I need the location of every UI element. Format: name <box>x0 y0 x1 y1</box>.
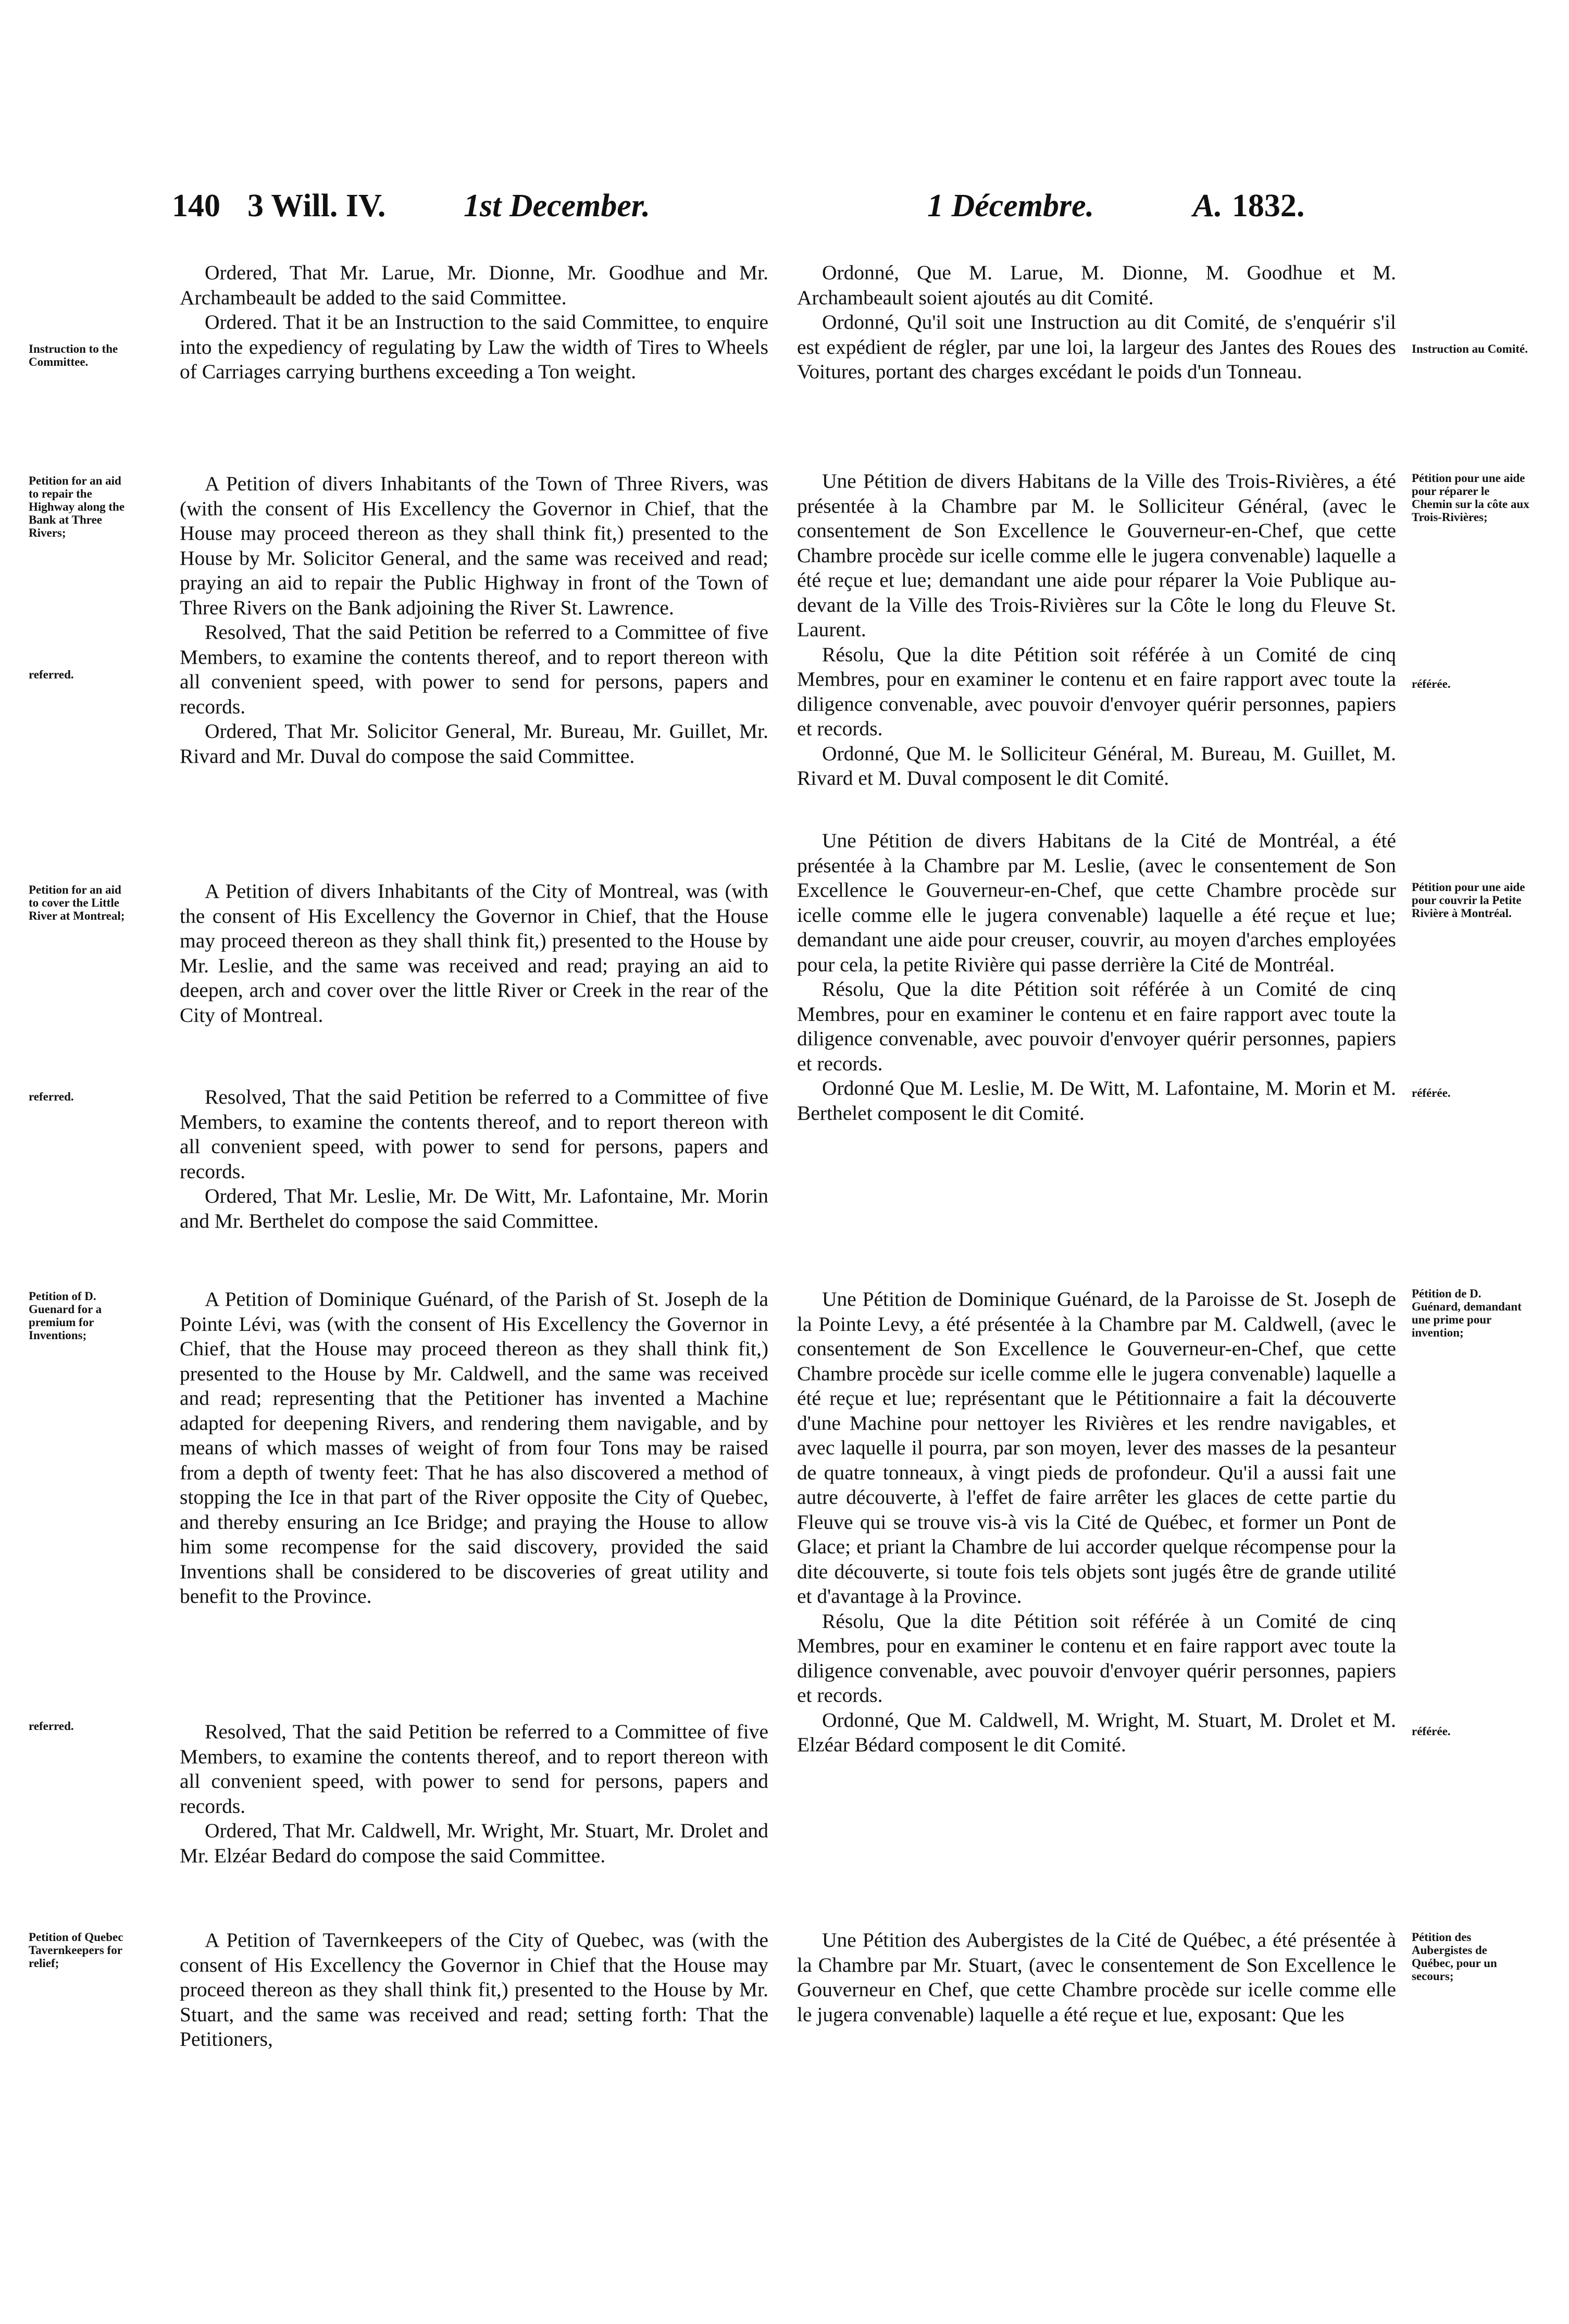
year-prefix: A. <box>1193 188 1223 224</box>
english-paragraph: Ordered, That Mr. Solicitor General, Mr. Bureau, Mr. Guillet, Mr. Rivard and Mr. Duval do compose the said Committee. <box>180 720 768 768</box>
margin-note-right: référée. <box>1412 677 1451 690</box>
english-block-3 <box>180 879 768 1028</box>
margin-note-left: referred. <box>29 1090 74 1103</box>
english-block-5 <box>180 1287 768 1609</box>
french-block-3 <box>797 829 1396 1126</box>
year-value: 1832. <box>1231 188 1305 224</box>
english-paragraph: Ordered, That Mr. Larue, Mr. Dionne, Mr. Goodhue and Mr. Archambeault be added to the said Committee. <box>180 261 768 309</box>
english-paragraph: Resolved, That the said Petition be referred to a Committee of five Members, to examine the contents thereof, and to report thereon with all convenient speed, with power to send for persons, papers and records. <box>180 1085 768 1183</box>
margin-note-right: Instruction au Comité. <box>1412 342 1528 355</box>
year-heading <box>1193 188 1304 225</box>
french-block-4 <box>797 1287 1396 1758</box>
french-paragraph: Résolu, Que la dite Pétition soit référée à un Comité de cinq Membres, pour en examiner le contenu et en faire rapport avec toute la diligence convenable, avec pouvoir d'envoyer quérir personnes, papiers et records. <box>797 642 1396 740</box>
french-block-5 <box>797 1928 1396 2027</box>
english-paragraph: A Petition of divers Inhabitants of the City of Montreal, was (with the consent of His Excellency the Governor in Chief, that the House may proceed thereon as they shall think fit,) presented to the House by Mr. Leslie, and the same was received and read; praying an aid to deepen, arch and cover over the little River or Creek in the rear of the City of Montreal. <box>180 880 768 1027</box>
english-paragraph: A Petition of divers Inhabitants of the Town of Three Rivers, was (with the consent of His Excellency the Governor in Chief, that the House may proceed thereon as they shall think fit,) presented to the House by Mr. Solicitor General, and the same was received and read; praying an aid to repair the Public Highway in front of the Town of Three Rivers on the Bank adjoining the River St. Lawrence. <box>180 472 768 619</box>
margin-note-left: Petition of D. Guenard for a premium for Inventions; <box>29 1290 102 1342</box>
reign-heading: 3 Will. IV. <box>247 188 386 224</box>
margin-note-right: référée. <box>1412 1086 1451 1099</box>
english-paragraph: Ordered. That it be an Instruction to the said Committee, to enquire into the expediency of regulating by Law the width of Tires to Wheels of Carriages carrying burthens exceeding a Ton weight. <box>180 311 768 383</box>
french-paragraph: Résolu, Que la dite Pétition soit référée à un Comité de cinq Membres, pour en examiner le contenu et en faire rapport avec toute la diligence convenable, avec pouvoir d'envoyer quérir personnes, papiers et records. <box>797 978 1396 1075</box>
english-paragraph: Ordered, That Mr. Caldwell, Mr. Wright, Mr. Stuart, Mr. Drolet and Mr. Elzéar Bedard do compose the said Committee. <box>180 1819 768 1867</box>
english-paragraph: Resolved, That the said Petition be referred to a Committee of five Members, to examine the contents thereof, and to report thereon with all convenient speed, with power to send for persons, papers and records. <box>180 1720 768 1818</box>
english-block-1 <box>180 261 768 385</box>
margin-note-left: Petition for an aid to cover the Little River at Montreal; <box>29 883 125 922</box>
french-paragraph: Résolu, Que la dite Pétition soit référée à un Comité de cinq Membres, pour en examiner le contenu et en faire rapport avec toute la diligence convenable, avec pouvoir d'envoyer quérir personnes, papiers et records. <box>797 1609 1396 1707</box>
date-french: 1 Décembre. <box>927 188 1094 224</box>
french-paragraph: Ordonné, Que M. le Solliciteur Général, M. Bureau, M. Guillet, M. Rivard et M. Duval composent le dit Comité. <box>797 741 1396 789</box>
french-paragraph: Une Pétition de divers Habitans de la Cité de Montréal, a été présentée à la Chambre par M. Leslie, (avec le consentement de Son Excellence le Gouverneur-en-Chef, que cette Chambre procède sur icelle comme elle le jugera convenable) laquelle a été reçue et lue; demandant une aide pour creuser, couvrir, au moyen d'arches employées pour cela, la petite Rivière qui passe derrière la Cité de Montréal. <box>797 829 1396 976</box>
margin-note-left: Instruction to the Committee. <box>29 342 118 368</box>
french-block-1 <box>797 261 1396 385</box>
margin-note-left: referred. <box>29 668 74 681</box>
french-paragraph: Une Pétition des Aubergistes de la Cité de Québec, a été présentée à la Chambre par Mr. Stuart, (avec le consentement de Son Excellence le Gouverneur en Chef, que cette Chambre procède sur icelle comme elle le jugera convenable) laquelle a été reçue et lue, exposant: Que les <box>797 1929 1396 2026</box>
page-header <box>172 188 1401 240</box>
margin-note-right: référée. <box>1412 1725 1451 1738</box>
french-paragraph: Une Pétition de divers Habitans de la Ville des Trois-Rivières, a été présentée à la Chambre par M. le Solliciteur Général, (avec le consentement de Son Excellence le Gouverneur-en-Chef, que cette Chambre procède sur icelle comme elle le jugera convenable) laquelle a été reçue et lue; demandant une aide pour réparer la Voie Publique au-devant de la Ville des Trois-Rivières sur la Côte le long du Fleuve St. Laurent. <box>797 469 1396 641</box>
english-paragraph: Ordered, That Mr. Leslie, Mr. De Witt, Mr. Lafontaine, Mr. Morin and Mr. Berthelet do compose the said Committee. <box>180 1184 768 1232</box>
english-paragraph: Resolved, That the said Petition be referred to a Committee of five Members, to examine the contents thereof, and to report thereon with all convenient speed, with power to send for persons, papers and records. <box>180 621 768 718</box>
french-paragraph: Une Pétition de Dominique Guénard, de la Paroisse de St. Joseph de la Pointe Levy, a été présentée à la Chambre par M. Caldwell, (avec le consentement de Son Excellence le Gouverneur-en-Chef, que cette Chambre procède sur icelle comme elle le jugera convenable) laquelle a été reçue et lue; représentant que le Pétitionnaire a fait la découverte d'une Machine pour nettoyer les Rivières et les rendre navigables, et avec laquelle il pourra, par son moyen, lever des masses de la pesanteur de quatre tonneaux, à vingt pieds de profondeur. Qu'il a aussi fait une autre découverte, à l'effet de faire arrêter les glaces de cette partie du Fleuve qui se trouve vis-à vis la Cité de Québec, et former un Pont de Glace; et priant la Chambre de lui accorder quelque récompense pour la dite découverte, si toute fois tels objets sont jugés être de grande utilité et d'avantage à la Province. <box>797 1288 1396 1608</box>
english-paragraph: A Petition of Dominique Guénard, of the Parish of St. Joseph de la Pointe Lévi, was (with the consent of His Excellency the Governor in Chief, that the House may proceed thereon as they shall think fit,) presented to the House by Mr. Caldwell, and the same was received and read; representing that the Petitioner has invented a Machine adapted for deepening Rivers, and rendering them navigable, and by means of which masses of weight of from four Tons may be raised from a depth of twenty feet: That he has also discovered a method of stopping the Ice in that part of the River opposite the City of Quebec, and thereby ensuring an Ice Bridge; and praying the House to allow him some recompense for the said discovery, provided the said Inventions shall be considered to be discoveries of great utility and benefit to the Province. <box>180 1288 768 1608</box>
margin-note-left: referred. <box>29 1720 74 1733</box>
english-block-6 <box>180 1720 768 1868</box>
french-paragraph: Ordonné, Que M. Larue, M. Dionne, M. Goodhue et M. Archambeault soient ajoutés au dit Comité. <box>797 261 1396 309</box>
margin-note-right: Pétition des Aubergistes de Québec, pour un secours; <box>1412 1931 1497 1983</box>
margin-note-right: Pétition de D. Guénard, demandant une prime pour invention; <box>1412 1287 1522 1339</box>
margin-note-right: Pétition pour une aide pour couvrir la Petite Rivière à Montréal. <box>1412 881 1525 920</box>
english-block-4 <box>180 1085 768 1233</box>
date-english: 1st December. <box>464 188 651 224</box>
margin-note-left: Petition for an aid to repair the Highway along the Bank at Three Rivers; <box>29 474 125 539</box>
english-block-2 <box>180 472 768 769</box>
french-paragraph: Ordonné Que M. Leslie, M. De Witt, M. Lafontaine, M. Morin et M. Berthelet composent le dit Comité. <box>797 1077 1396 1124</box>
english-paragraph: A Petition of Tavernkeepers of the City of Quebec, was (with the consent of His Excellency the Governor in Chief that the House may proceed thereon as they shall think fit,) presented to the House by Mr. Stuart, and the same was received and read; setting forth: That the Petitioners, <box>180 1929 768 2050</box>
margin-note-right: Pétition pour une aide pour réparer le Chemin sur la côte aux Trois-Rivières; <box>1412 472 1529 524</box>
french-paragraph: Ordonné, Qu'il soit une Instruction au dit Comité, de s'enquérir s'il est expédient de régler, par une loi, la largeur des Jantes des Roues des Voitures, portant des charges excédant le poids d'un Tonneau. <box>797 311 1396 383</box>
french-paragraph: Ordonné, Que M. Caldwell, M. Wright, M. Stuart, M. Drolet et M. Elzéar Bédard composent le dit Comité. <box>797 1708 1396 1756</box>
margin-note-left: Petition of Quebec Tavernkeepers for relief; <box>29 1931 123 1970</box>
french-block-2 <box>797 469 1396 791</box>
english-block-7 <box>180 1928 768 2052</box>
page-number: 140 <box>172 188 220 224</box>
